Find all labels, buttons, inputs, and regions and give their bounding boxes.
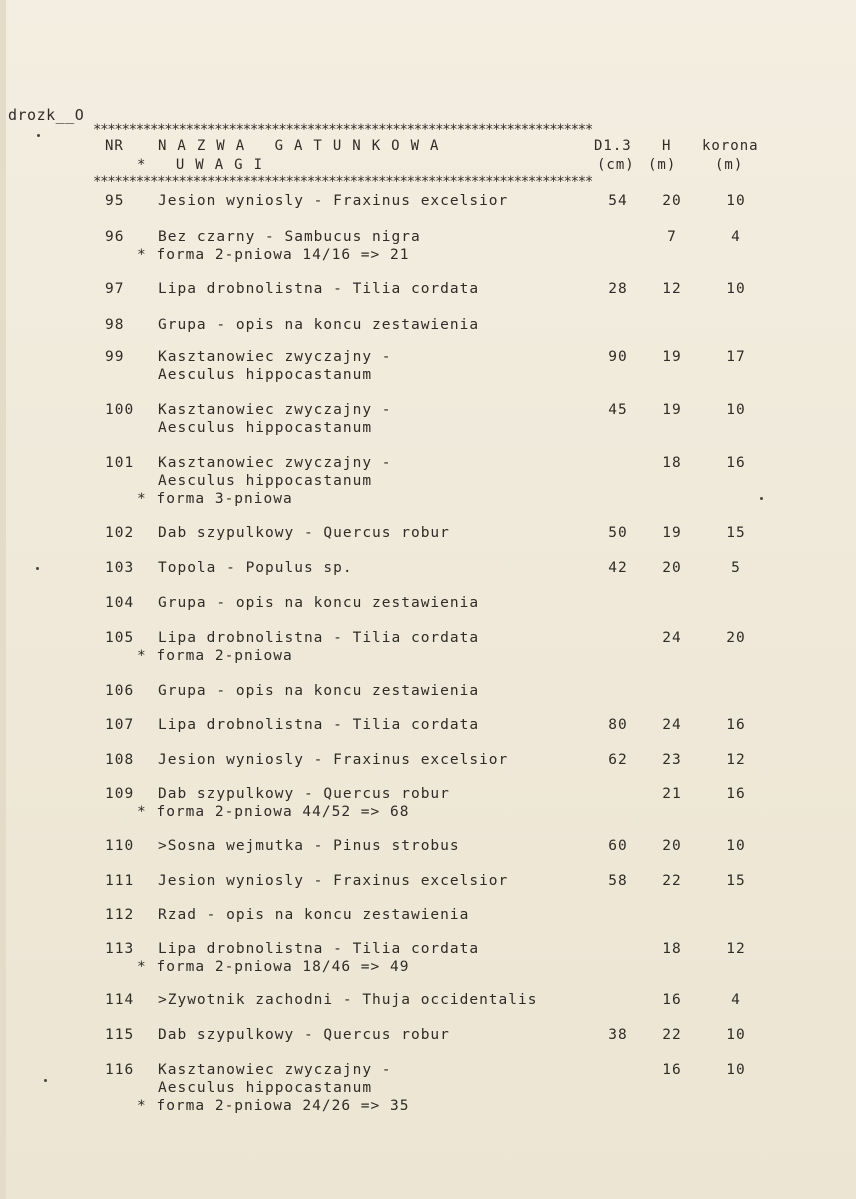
tree-species-name-latin: Aesculus hippocastanum [158,473,373,489]
tree-species-name: Dab szypulkowy - Quercus robur [158,525,450,541]
tree-height: 18 [662,941,682,957]
header-korona: korona [702,138,759,154]
tree-height: 7 [667,229,677,245]
tree-number: 102 [105,525,135,541]
tree-crown: 10 [726,1027,746,1043]
tree-species-name: Grupa - opis na koncu zestawienia [158,317,480,333]
header-rule-top: ********************************************************************** [93,122,593,138]
tree-crown: 16 [726,455,746,471]
tree-crown: 20 [726,630,746,646]
tree-height: 20 [662,560,682,576]
tree-species-name: Kasztanowiec zwyczajny - [158,455,392,471]
tree-number: 98 [105,317,125,333]
tree-species-name: Kasztanowiec zwyczajny - [158,349,392,365]
tree-species-name: Topola - Populus sp. [158,560,353,576]
header-d13: D1.3 [594,138,632,154]
tree-height: 16 [662,1062,682,1078]
header-h-unit: (m) [648,157,677,173]
tree-number: 104 [105,595,135,611]
tree-crown: 15 [726,525,746,541]
tree-height: 22 [662,1027,682,1043]
tree-number: 95 [105,193,125,209]
tree-species-name: Lipa drobnolistna - Tilia cordata [158,281,480,297]
tree-number: 100 [105,402,135,418]
tree-crown: 10 [726,193,746,209]
tree-remark: * forma 2-pniowa [137,648,293,664]
tree-number: 96 [105,229,125,245]
tree-diameter: 45 [608,402,628,418]
tree-species-name-latin: Aesculus hippocastanum [158,420,373,436]
tree-height: 23 [662,752,682,768]
tree-species-name: Jesion wyniosly - Fraxinus excelsior [158,873,509,889]
tree-species-name: Lipa drobnolistna - Tilia cordata [158,941,480,957]
header-name: NAZWA GATUNKOWA [158,138,450,154]
tree-species-name: Lipa drobnolistna - Tilia cordata [158,717,480,733]
tree-crown: 12 [726,941,746,957]
tree-diameter: 58 [608,873,628,889]
tree-species-name: >Sosna wejmutka - Pinus strobus [158,838,460,854]
tree-crown: 10 [726,838,746,854]
tree-height: 20 [662,193,682,209]
tree-species-name: Lipa drobnolistna - Tilia cordata [158,630,480,646]
tree-crown: 17 [726,349,746,365]
tree-species-name: Grupa - opis na koncu zestawienia [158,683,480,699]
tree-height: 24 [662,717,682,733]
tree-species-name: Rzad - opis na koncu zestawienia [158,907,470,923]
tree-diameter: 42 [608,560,628,576]
tree-diameter: 60 [608,838,628,854]
tree-height: 22 [662,873,682,889]
tree-height: 21 [662,786,682,802]
tree-crown: 10 [726,1062,746,1078]
tree-number: 110 [105,838,135,854]
tree-number: 114 [105,992,135,1008]
tree-number: 107 [105,717,135,733]
paper-speck [36,567,39,570]
tree-species-name: Dab szypulkowy - Quercus robur [158,786,450,802]
tree-crown: 16 [726,786,746,802]
tree-species-name-latin: Aesculus hippocastanum [158,367,373,383]
tree-crown: 5 [731,560,741,576]
paper-speck [37,134,40,137]
tree-crown: 12 [726,752,746,768]
tree-diameter: 90 [608,349,628,365]
tree-number: 112 [105,907,135,923]
tree-diameter: 28 [608,281,628,297]
tree-species-name: Jesion wyniosly - Fraxinus excelsior [158,193,509,209]
tree-remark: * forma 2-pniowa 24/26 => 35 [137,1098,410,1114]
tree-number: 109 [105,786,135,802]
tree-height: 12 [662,281,682,297]
tree-remark: * forma 2-pniowa 44/52 => 68 [137,804,410,820]
tree-number: 106 [105,683,135,699]
tree-species-name: >Zywotnik zachodni - Thuja occidentalis [158,992,538,1008]
tree-crown: 4 [731,229,741,245]
paper-speck [760,497,763,500]
header-h: H [662,138,672,154]
tree-height: 16 [662,992,682,1008]
tree-species-name: Jesion wyniosly - Fraxinus excelsior [158,752,509,768]
page-edge [0,0,6,1199]
header-uwagi: * UWAGI [137,157,274,173]
tree-number: 116 [105,1062,135,1078]
tree-species-name: Grupa - opis na koncu zestawienia [158,595,480,611]
tree-crown: 4 [731,992,741,1008]
tree-height: 18 [662,455,682,471]
tree-height: 19 [662,402,682,418]
header-d13-unit: (cm) [597,157,635,173]
tree-crown: 10 [726,402,746,418]
tree-diameter: 54 [608,193,628,209]
tree-number: 99 [105,349,125,365]
tree-species-name: Dab szypulkowy - Quercus robur [158,1027,450,1043]
tree-diameter: 80 [608,717,628,733]
tree-number: 108 [105,752,135,768]
tree-number: 103 [105,560,135,576]
tree-number: 115 [105,1027,135,1043]
tree-number: 105 [105,630,135,646]
tree-remark: * forma 2-pniowa 14/16 => 21 [137,247,410,263]
tree-height: 19 [662,349,682,365]
tree-diameter: 38 [608,1027,628,1043]
tree-diameter: 62 [608,752,628,768]
tree-remark: * forma 2-pniowa 18/46 => 49 [137,959,410,975]
tree-remark: * forma 3-pniowa [137,491,293,507]
tree-diameter: 50 [608,525,628,541]
tree-height: 24 [662,630,682,646]
tree-crown: 16 [726,717,746,733]
header-rule-bottom: ********************************************************************** [93,174,593,190]
tree-crown: 15 [726,873,746,889]
tree-species-name: Kasztanowiec zwyczajny - [158,1062,392,1078]
tree-number: 101 [105,455,135,471]
tree-number: 111 [105,873,135,889]
tree-crown: 10 [726,281,746,297]
document-filename: drozk__O [8,106,85,124]
paper-speck [44,1079,47,1082]
tree-height: 19 [662,525,682,541]
header-korona-unit: (m) [715,157,744,173]
tree-height: 20 [662,838,682,854]
header-nr: NR [105,138,124,154]
tree-number: 97 [105,281,125,297]
tree-number: 113 [105,941,135,957]
tree-species-name: Kasztanowiec zwyczajny - [158,402,392,418]
tree-species-name-latin: Aesculus hippocastanum [158,1080,373,1096]
tree-species-name: Bez czarny - Sambucus nigra [158,229,421,245]
